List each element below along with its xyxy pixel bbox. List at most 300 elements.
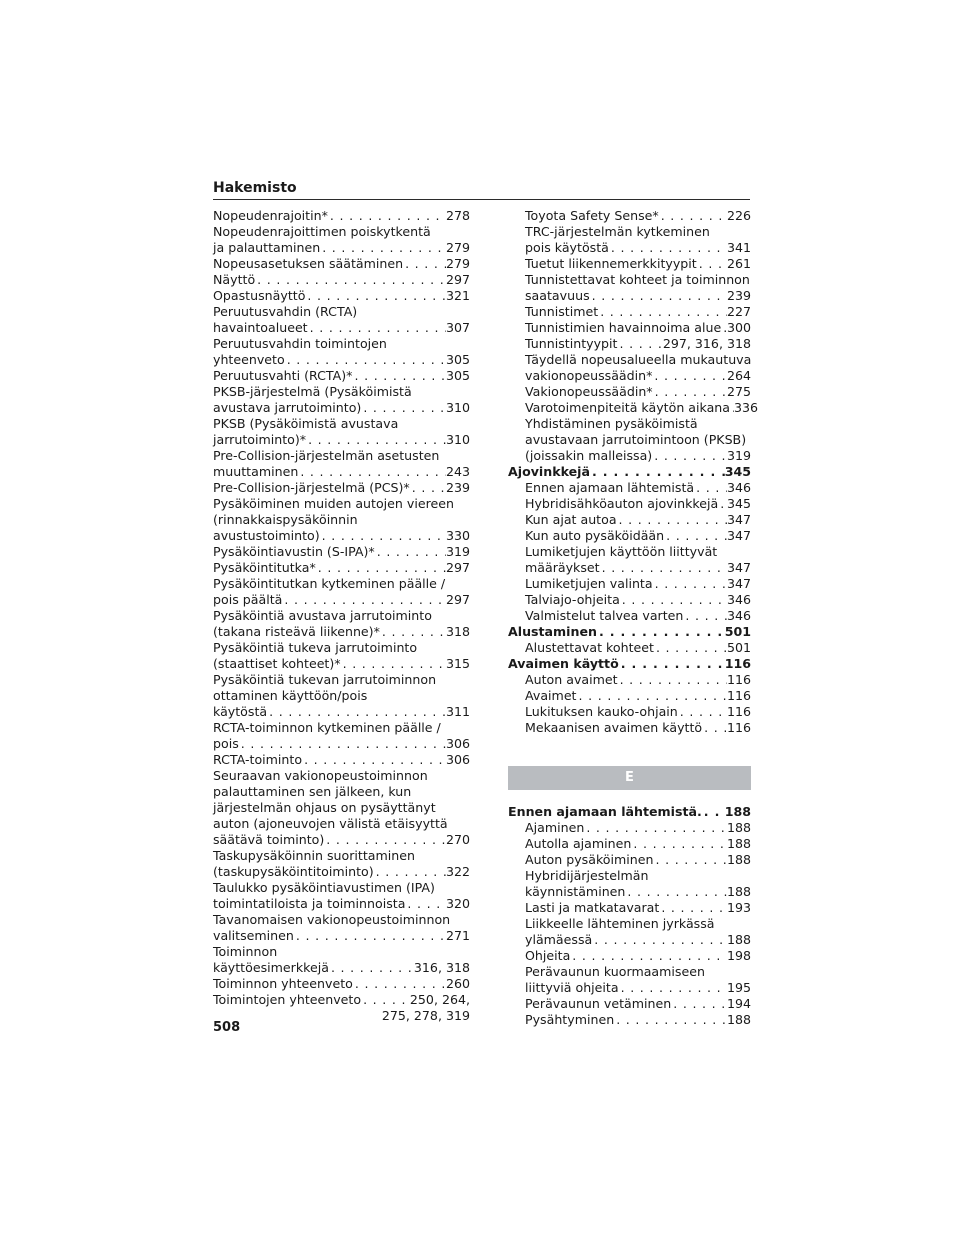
entry-page-ref: 193 <box>726 900 751 915</box>
index-entry <box>213 784 470 800</box>
entry-text: saatavuus <box>525 288 590 303</box>
entry-text: Liikkeelle lähteminen jyrkässä <box>525 916 715 931</box>
index-entry <box>213 416 470 432</box>
entry-page-ref: 347 <box>726 528 751 543</box>
entry-page-ref: 188 <box>726 820 751 835</box>
entry-text: toimintatiloista ja toiminnoista <box>213 896 406 911</box>
index-entry <box>508 240 751 256</box>
page-header <box>213 180 750 200</box>
dot-leader <box>267 704 446 720</box>
dot-leader <box>620 592 727 608</box>
index-entry <box>213 912 470 928</box>
entry-text: Avaimen käyttö <box>508 656 619 671</box>
index-entry <box>508 948 751 964</box>
index-entry <box>213 544 470 560</box>
entry-text: käynnistäminen <box>525 884 626 899</box>
index-entry <box>508 688 751 704</box>
dot-leader <box>694 480 727 496</box>
index-entry <box>213 464 470 480</box>
entry-page-ref: 347 <box>726 560 751 575</box>
entry-page-ref: 275, 278, 319 <box>381 1008 470 1023</box>
dot-leader <box>324 832 446 848</box>
entry-text: Pre-Collision-järjestelmä (PCS)* <box>213 480 410 495</box>
index-entry <box>213 576 470 592</box>
entry-text: Ennen ajamaan lähtemistä <box>525 480 695 495</box>
entry-page-ref: 188 <box>724 804 751 819</box>
dot-leader <box>617 336 662 352</box>
entry-text: ottaminen käyttöön/pois <box>213 688 368 703</box>
index-entry <box>508 304 751 320</box>
entry-text: Tunnistintyypit <box>525 336 618 351</box>
index-entry <box>508 384 751 400</box>
entry-text: Näyttö <box>213 272 256 287</box>
index-entry <box>508 576 751 592</box>
entry-page-ref: 346 <box>726 592 751 607</box>
index-entry <box>508 980 751 996</box>
dot-leader <box>374 864 446 880</box>
dot-leader <box>619 656 725 672</box>
index-entry <box>213 720 470 736</box>
dot-leader <box>718 496 727 512</box>
entry-page-ref: 305 <box>445 352 470 367</box>
dot-leader <box>341 656 446 672</box>
entry-text: PKSB-järjestelmä (Pysäköimistä <box>213 384 412 399</box>
entry-text: valitseminen <box>213 928 294 943</box>
dot-leader <box>600 560 727 576</box>
entry-page-ref: 279 <box>445 256 470 271</box>
index-entry <box>508 820 751 836</box>
entry-text: Nopeudenrajoittimen poiskytkentä <box>213 224 431 239</box>
entry-page-ref: 501 <box>724 624 751 639</box>
entry-text: RCTA-toiminnon kytkeminen päälle / <box>213 720 441 735</box>
entry-text: Pysäköintitutkan kytkeminen päälle / <box>213 576 446 591</box>
entry-page-ref: 501 <box>726 640 751 655</box>
dot-leader <box>353 976 446 992</box>
entry-page-ref: 297 <box>445 272 470 287</box>
index-main-entry <box>508 464 751 480</box>
entry-page-ref: 116 <box>724 656 751 671</box>
entry-page-ref: 300 <box>726 320 751 335</box>
entry-text: Tavanomaisen vakionopeustoiminnon <box>213 912 451 927</box>
entry-text: Hybridisähköauton ajovinkkejä <box>525 496 719 511</box>
index-entry <box>508 416 751 432</box>
index-entry <box>213 448 470 464</box>
entry-text: (staattiset kohteet)* <box>213 656 341 671</box>
entry-text: Kun auto pysäköidään <box>525 528 665 543</box>
entry-page-ref: 345 <box>726 496 751 511</box>
entry-text: Peruutusvahti (RCTA)* <box>213 368 353 383</box>
dot-leader <box>590 464 725 480</box>
index-entry <box>508 852 751 868</box>
entry-page-ref: 310 <box>445 432 470 447</box>
index-column-right <box>508 208 759 1028</box>
dot-leader <box>597 624 725 640</box>
index-entry <box>213 1008 470 1024</box>
entry-page-ref: 310 <box>445 400 470 415</box>
entry-text: Peruutusvahdin (RCTA) <box>213 304 358 319</box>
index-entry <box>508 512 751 528</box>
dot-leader <box>361 992 410 1008</box>
entry-page-ref: 227 <box>726 304 751 319</box>
index-entry <box>508 432 751 448</box>
entry-text: Pysäköiminen muiden autojen viereen <box>213 496 454 511</box>
dot-leader <box>570 948 727 964</box>
dot-leader <box>697 256 727 272</box>
dot-leader <box>598 304 727 320</box>
section-spacer <box>508 790 751 804</box>
dot-leader <box>590 288 727 304</box>
dot-leader <box>592 932 727 948</box>
dot-leader <box>380 624 446 640</box>
entry-page-ref: 261 <box>726 256 751 271</box>
entry-text: Opastusnäyttö <box>213 288 306 303</box>
entry-text: Pysäköintiä tukevan jarrutoiminnon <box>213 672 437 687</box>
index-entry <box>213 896 470 912</box>
index-entry <box>508 256 751 272</box>
index-entry <box>508 916 751 932</box>
index-entry <box>213 880 470 896</box>
entry-text: Ohjeita <box>525 948 571 963</box>
index-entry <box>213 816 470 832</box>
index-entry <box>508 496 751 512</box>
entry-text: Perävaunun kuormaamiseen <box>525 964 705 979</box>
entry-page-ref: 278 <box>445 208 470 223</box>
index-entry <box>213 640 470 656</box>
entry-text: Pysäköintitutka* <box>213 560 316 575</box>
dot-leader <box>671 996 727 1012</box>
entry-text: Valmistelut talvea varten <box>525 608 684 623</box>
entry-page-ref: 318 <box>445 624 470 639</box>
index-entry <box>508 448 751 464</box>
index-entry <box>213 256 470 272</box>
entry-page-ref: 116 <box>726 688 751 703</box>
entry-page-ref: 305 <box>445 368 470 383</box>
index-main-entry <box>508 804 751 820</box>
dot-leader <box>702 720 727 736</box>
dot-leader <box>375 544 446 560</box>
entry-text: jarrutoiminto)* <box>213 432 307 447</box>
index-entry <box>213 960 470 976</box>
dot-leader <box>659 900 727 916</box>
entry-text: Pre-Collision-järjestelmän asetusten <box>213 448 440 463</box>
entry-text: Pysäköintiä tukeva jarrutoiminto <box>213 640 418 655</box>
index-entry <box>213 848 470 864</box>
entry-page-ref: 250, 264, <box>409 992 470 1007</box>
index-entry <box>508 480 751 496</box>
dot-leader <box>285 352 446 368</box>
index-entry <box>213 944 470 960</box>
entry-page-ref: 347 <box>726 512 751 527</box>
index-entry <box>213 752 470 768</box>
index-entry <box>508 208 751 224</box>
dot-leader <box>618 672 727 688</box>
index-entry <box>508 1012 751 1028</box>
entry-text: Perävaunun vetäminen <box>525 996 672 1011</box>
entry-text: Kun ajat autoa <box>525 512 617 527</box>
entry-page-ref: 116 <box>726 672 751 687</box>
dot-leader <box>320 240 446 256</box>
entry-text: yhteenveto <box>213 352 285 367</box>
entry-text: Vakionopeussäädin* <box>525 384 653 399</box>
index-entry <box>213 592 470 608</box>
entry-text: ylämäessä <box>525 932 593 947</box>
entry-text: Auton pysäköiminen <box>525 852 654 867</box>
entry-page-ref: 319 <box>726 448 751 463</box>
entry-page-ref: 188 <box>726 1012 751 1027</box>
index-entry <box>508 368 751 384</box>
entry-text: Lumiketjujen käyttöön liittyvät <box>525 544 718 559</box>
entry-page-ref: 307 <box>445 320 470 335</box>
entry-page-ref: 116 <box>726 704 751 719</box>
entry-page-ref: 239 <box>726 288 751 303</box>
dot-leader <box>302 752 446 768</box>
entry-text: Peruutusvahdin toimintojen <box>213 336 387 351</box>
entry-text: käytöstä <box>213 704 268 719</box>
index-entry <box>213 976 470 992</box>
index-entry <box>508 400 759 416</box>
dot-leader <box>653 852 726 868</box>
index-entry <box>508 544 751 560</box>
index-entry <box>213 272 470 288</box>
entry-text: pois päältä <box>213 592 283 607</box>
index-entry <box>213 384 470 400</box>
entry-text: palauttaminen sen jälkeen, kun <box>213 784 412 799</box>
entry-page-ref: 279 <box>445 240 470 255</box>
index-entry <box>213 496 470 512</box>
index-entry <box>508 932 751 948</box>
entry-page-ref: 239 <box>445 480 470 495</box>
dot-leader <box>678 704 727 720</box>
entry-page-ref: 347 <box>726 576 751 591</box>
index-entry <box>213 672 470 688</box>
entry-page-ref: 322 <box>445 864 470 879</box>
dot-leader <box>403 256 446 272</box>
entry-text: Ajovinkkejä <box>508 464 590 479</box>
dot-leader <box>614 1012 727 1028</box>
index-entry <box>213 800 470 816</box>
entry-text: Lasti ja matkatavarat <box>525 900 660 915</box>
index-list-right-top <box>508 208 759 736</box>
index-entry <box>213 224 470 240</box>
entry-text: Täydellä nopeusalueella mukautuva <box>525 352 752 367</box>
dot-leader <box>609 240 727 256</box>
entry-page-ref: 226 <box>726 208 751 223</box>
entry-text: Taulukko pysäköintiavustimen (IPA) <box>213 880 435 895</box>
entry-page-ref: 346 <box>726 480 751 495</box>
index-entry <box>508 288 751 304</box>
index-entry <box>213 240 470 256</box>
dot-leader <box>619 980 727 996</box>
dot-leader <box>577 688 727 704</box>
entry-text: Toimintojen yhteenveto <box>213 992 362 1007</box>
index-entry <box>508 272 751 288</box>
entry-text: Taskupysäköinnin suorittaminen <box>213 848 415 863</box>
entry-page-ref: 195 <box>726 980 751 995</box>
dot-leader <box>654 640 727 656</box>
index-entry <box>213 928 470 944</box>
entry-text: (takana risteävä liikenne)* <box>213 624 380 639</box>
entry-page-ref: 341 <box>726 240 751 255</box>
page-number: 508 <box>213 1020 241 1035</box>
index-entry <box>213 608 470 624</box>
entry-text: määräykset <box>525 560 600 575</box>
entry-page-ref: 346 <box>726 608 751 623</box>
entry-text: Mekaanisen avaimen käyttö <box>525 720 703 735</box>
entry-page-ref: 116 <box>726 720 751 735</box>
entry-text: Autolla ajaminen <box>525 836 632 851</box>
entry-text: avustustoiminto) <box>213 528 320 543</box>
index-entry <box>213 992 470 1008</box>
index-entry <box>508 672 751 688</box>
dot-leader <box>617 512 727 528</box>
entry-page-ref: 297 <box>445 560 470 575</box>
dot-leader <box>652 368 727 384</box>
dot-leader <box>659 208 727 224</box>
index-entry <box>508 720 751 736</box>
entry-text: Talviajo-ohjeita <box>525 592 620 607</box>
entry-page-ref: 306 <box>445 736 470 751</box>
index-entry <box>213 288 470 304</box>
entry-page-ref: 297, 316, 318 <box>662 336 751 351</box>
index-entry <box>213 320 470 336</box>
entry-text: Ajaminen <box>525 820 585 835</box>
entry-page-ref: 275 <box>726 384 751 399</box>
entry-text: Lukituksen kauko-ohjain <box>525 704 678 719</box>
entry-page-ref: 264 <box>726 368 751 383</box>
entry-text: vakionopeussäädin* <box>525 368 653 383</box>
entry-text: Hybridijärjestelmän <box>525 868 649 883</box>
entry-page-ref: 345 <box>724 464 751 479</box>
index-entry <box>213 368 470 384</box>
index-entry <box>213 400 470 416</box>
index-entry <box>213 832 470 848</box>
dot-leader <box>298 464 446 480</box>
dot-leader <box>410 480 446 496</box>
entry-page-ref: 194 <box>726 996 751 1011</box>
dot-leader <box>239 736 446 752</box>
index-entry <box>508 320 751 336</box>
entry-text: Alustettavat kohteet <box>525 640 654 655</box>
dot-leader <box>306 432 446 448</box>
entry-page-ref: 336 <box>734 400 759 415</box>
dot-leader <box>329 960 414 976</box>
dot-leader <box>305 288 446 304</box>
entry-text: avustavaan jarrutoimintoon (PKSB) <box>525 432 747 447</box>
dot-leader <box>282 592 446 608</box>
index-entry <box>508 352 751 368</box>
index-entry <box>213 512 470 528</box>
entry-text: havaintoalueet <box>213 320 308 335</box>
index-entry <box>213 704 470 720</box>
page-title: Hakemisto <box>213 180 297 196</box>
entry-text: Ennen ajamaan lähtemistä. <box>508 804 702 819</box>
dot-leader <box>683 608 727 624</box>
entry-text: (joissakin malleissa) <box>525 448 653 463</box>
dot-leader <box>294 928 446 944</box>
index-entry <box>508 608 751 624</box>
entry-page-ref: 243 <box>445 464 470 479</box>
entry-text: Toiminnon <box>213 944 278 959</box>
entry-page-ref: 198 <box>726 948 751 963</box>
entry-text: PKSB (Pysäköimistä avustava <box>213 416 399 431</box>
entry-text: avustava jarrutoiminto) <box>213 400 362 415</box>
entry-text: Avaimet <box>525 688 577 703</box>
dot-leader <box>625 884 727 900</box>
entry-page-ref: 260 <box>445 976 470 991</box>
section-letter-bar: E <box>508 766 751 790</box>
index-entry <box>213 336 470 352</box>
index-main-entry <box>508 656 751 672</box>
index-entry <box>213 624 470 640</box>
entry-page-ref: 319 <box>445 544 470 559</box>
index-entry <box>508 336 751 352</box>
entry-page-ref: 321 <box>445 288 470 303</box>
index-entry <box>508 704 751 720</box>
index-entry <box>508 528 751 544</box>
entry-text: Pysäköintiavustin (S-IPA)* <box>213 544 375 559</box>
dot-leader <box>664 528 727 544</box>
index-entry <box>213 736 470 752</box>
entry-page-ref: 188 <box>726 932 751 947</box>
entry-text: RCTA-toiminto <box>213 752 303 767</box>
index-entry <box>213 768 470 784</box>
entry-text: Alustaminen <box>508 624 597 639</box>
entry-text: Pysähtyminen <box>525 1012 615 1027</box>
entry-text: Varotoimenpiteitä käytön aikana <box>525 400 731 415</box>
dot-leader <box>702 804 725 820</box>
dot-leader <box>652 448 727 464</box>
index-entry <box>213 480 470 496</box>
index-entry <box>213 528 470 544</box>
entry-text: Pysäköintiä avustava jarrutoiminto <box>213 608 432 623</box>
index-entry <box>508 884 751 900</box>
entry-page-ref: 311 <box>445 704 470 719</box>
entry-text: (taskupysäköintitoiminto) <box>213 864 374 879</box>
entry-text: Nopeusasetuksen säätäminen <box>213 256 404 271</box>
entry-text: muuttaminen <box>213 464 299 479</box>
index-entry <box>213 688 470 704</box>
entry-text: Nopeudenrajoitin* <box>213 208 328 223</box>
entry-page-ref: 316, 318 <box>413 960 470 975</box>
index-entry <box>508 836 751 852</box>
index-entry <box>508 224 751 240</box>
dot-leader <box>653 576 727 592</box>
dot-leader <box>255 272 446 288</box>
entry-page-ref: 297 <box>445 592 470 607</box>
index-entry <box>213 208 470 224</box>
index-entry <box>508 868 751 884</box>
entry-text: Tunnistettavat kohteet ja toiminnon <box>525 272 750 287</box>
entry-text: Seuraavan vakionopeustoiminnon <box>213 768 428 783</box>
entry-page-ref: 320 <box>445 896 470 911</box>
index-entry <box>508 996 751 1012</box>
index-entry <box>213 304 470 320</box>
entry-text: TRC-järjestelmän kytkeminen <box>525 224 710 239</box>
entry-text: Lumiketjujen valinta <box>525 576 653 591</box>
dot-leader <box>352 368 445 384</box>
entry-text: liittyviä ohjeita <box>525 980 619 995</box>
entry-page-ref: 315 <box>445 656 470 671</box>
index-entry <box>213 432 470 448</box>
index-entry <box>508 592 751 608</box>
section-spacer <box>508 736 751 766</box>
dot-leader <box>653 384 727 400</box>
entry-text: pois <box>213 736 239 751</box>
dot-leader <box>316 560 446 576</box>
dot-leader <box>328 208 446 224</box>
entry-text: Tunnistimet <box>525 304 599 319</box>
entry-text: Yhdistäminen pysäköimistä <box>525 416 698 431</box>
